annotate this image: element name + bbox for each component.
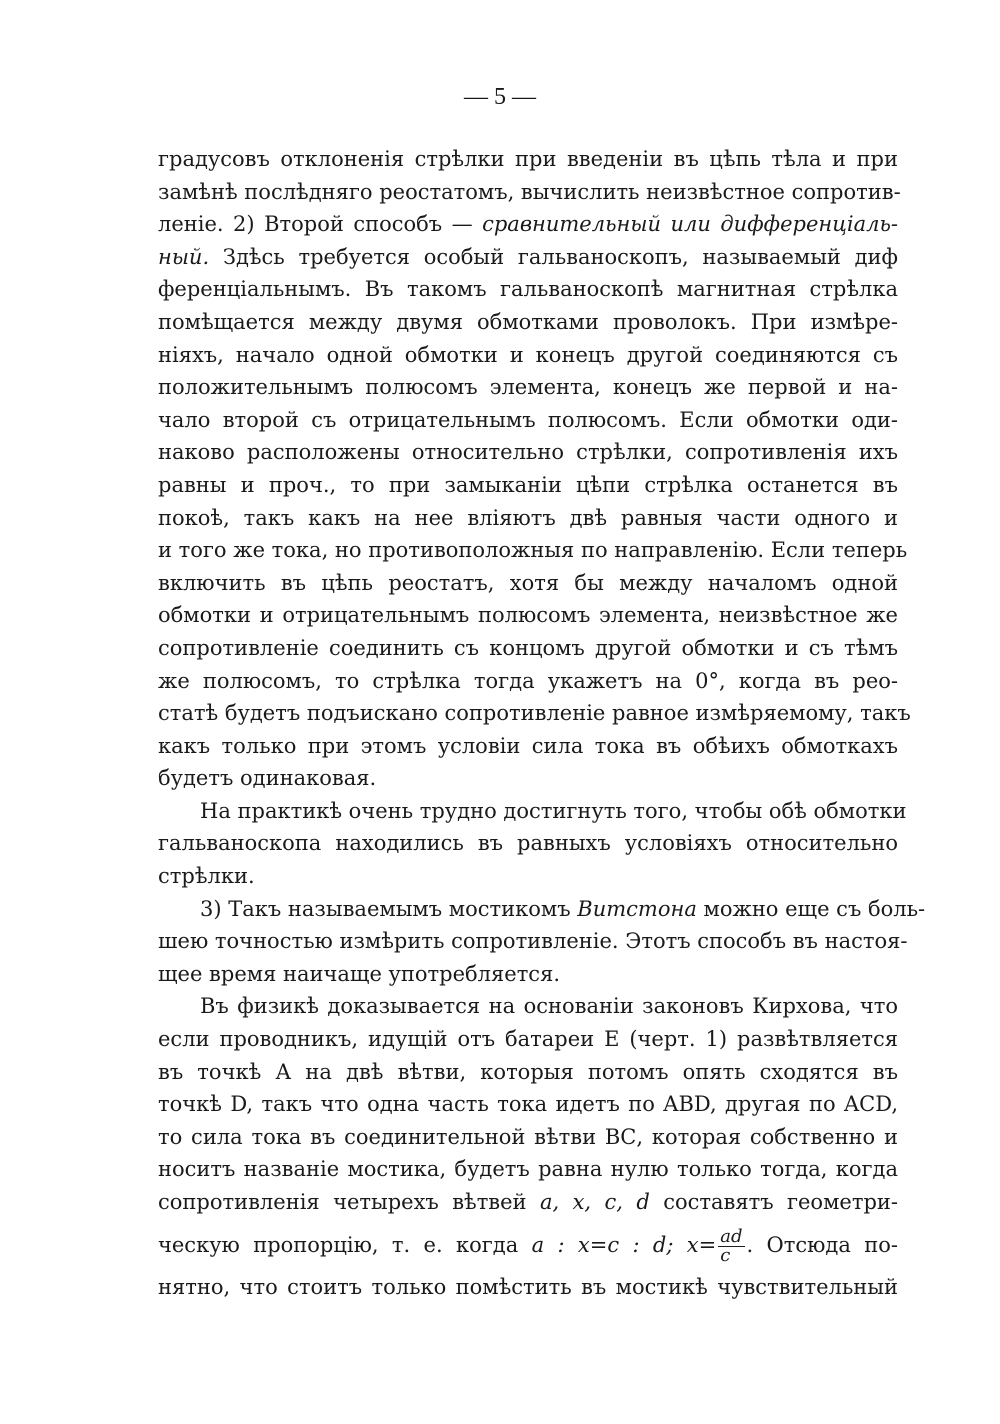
- math-variables: a, x, c, d: [539, 1190, 650, 1214]
- text-fragment: сопротивленія четырехъ вѣтвей: [158, 1190, 540, 1214]
- body-text: [158, 143, 926, 1303]
- italic-term: сравнительный или дифференціаль-: [482, 212, 898, 237]
- text-line: въ точкѣ А на двѣ вѣтви, которыя потомъ опять сходятся въ: [158, 1059, 898, 1084]
- text-line: помѣщается между двумя обмотками проволокъ. При измѣре-: [158, 309, 898, 334]
- text-line: и того же тока, но противоположныя по направленію. Если теперь: [158, 538, 908, 563]
- text-line: [158, 1186, 898, 1219]
- text-line: покоѣ, такъ какъ на нее вліяютъ двѣ равныя части одного и: [158, 505, 898, 530]
- text-line: градусовъ отклоненія стрѣлки при введеніи въ цѣпь тѣла и при: [158, 147, 898, 171]
- italic-term: Витстона: [577, 896, 697, 921]
- italic-term: ный.: [158, 244, 210, 269]
- text-line: гальваноскопа находились въ равныхъ условіяхъ относительно: [158, 831, 898, 856]
- fraction-denominator: c: [720, 1244, 731, 1266]
- text-line: обмотки и отрицательнымъ полюсомъ элемента, неизвѣстное же: [158, 603, 898, 628]
- text-line: шею точностью измѣрить сопротивленіе. Этотъ способъ въ настоя-: [158, 929, 908, 954]
- paragraph-start-line: На практикѣ очень трудно достигнуть того, чтобы обѣ обмотки: [200, 798, 907, 823]
- text-fragment: . Отсюда по-: [746, 1232, 898, 1257]
- text-line: равны и проч., то при замыканіи цѣпи стрѣлка останется въ: [158, 472, 898, 497]
- text-line: сопротивленіе соединить съ концомъ другой обмотки и съ тѣмъ: [158, 635, 898, 660]
- fraction-numerator: ad: [720, 1225, 743, 1247]
- text-line: ніяхъ, начало одной обмотки и конецъ другой соединяются съ: [158, 342, 898, 367]
- text-line: будетъ одинаковая.: [158, 766, 377, 791]
- text-line: носитъ названіе мостика, будетъ равна нулю только тогда, когда: [158, 1157, 898, 1182]
- text-line: то сила тока въ соединительной вѣтви ВС, которая собственно и: [158, 1124, 898, 1149]
- text-line: ференціальнымъ. Въ такомъ гальваноскопѣ магнитная стрѣлка: [158, 277, 898, 302]
- text-line: стрѣлки.: [158, 864, 255, 889]
- paragraph-start-line: [158, 893, 926, 926]
- fraction: [718, 1225, 744, 1266]
- text-line: статѣ будетъ подъискано сопротивленіе равное измѣряемому, такъ: [158, 701, 911, 726]
- text-line: положительнымъ полюсомъ элемента, конецъ же первой и на-: [158, 375, 898, 400]
- text-line: если проводникъ, идущій отъ батареи Е (черт. 1) развѣтвляется: [158, 1027, 898, 1052]
- text-line: же полюсомъ, то стрѣлка тогда укажетъ на 0°, когда въ рео-: [158, 668, 898, 693]
- text-line: щее время наичаще употребляется.: [158, 961, 560, 986]
- text-line: [158, 208, 898, 241]
- text-line: нятно, что стоитъ только помѣстить въ мостикѣ чувствительный: [158, 1274, 898, 1299]
- page-number: — 5 —: [464, 84, 536, 110]
- text-fragment: леніе. 2) Второй способъ —: [158, 212, 483, 237]
- text-fragment: составятъ геометри-: [649, 1190, 898, 1214]
- text-line: точкѣ D, такъ что одна часть тока идетъ по ABD, другая по ACD,: [158, 1092, 898, 1117]
- text-line: какъ только при этомъ условіи сила тока въ обѣихъ обмоткахъ: [158, 733, 898, 758]
- text-line: включить въ цѣпь реостатъ, хотя бы между началомъ одной: [158, 570, 898, 595]
- text-line: замѣнѣ послѣдняго реостатомъ, вычислить неизвѣстное сопротив-: [158, 179, 901, 204]
- text-fragment: можно еще съ боль-: [696, 896, 926, 921]
- text-line: наково расположены относительно стрѣлки, сопротивленія ихъ: [158, 440, 898, 465]
- text-line: [158, 241, 898, 274]
- text-fragment: 3) Такъ называемымъ мостикомъ: [200, 896, 578, 921]
- text-fragment: Здѣсь требуется особый гальваноскопъ, называемый диф: [209, 244, 898, 269]
- text-line: чало второй съ отрицательнымъ полюсомъ. Если обмотки оди-: [158, 407, 898, 432]
- text-fragment: ческую пропорцію, т. е. когда: [158, 1232, 532, 1257]
- proportion-formula: a : x=c : d; x=: [531, 1232, 717, 1257]
- formula-line: [158, 1219, 898, 1271]
- paragraph-start-line: Въ физикѣ доказывается на основаніи законовъ Кирхова, что: [200, 994, 898, 1019]
